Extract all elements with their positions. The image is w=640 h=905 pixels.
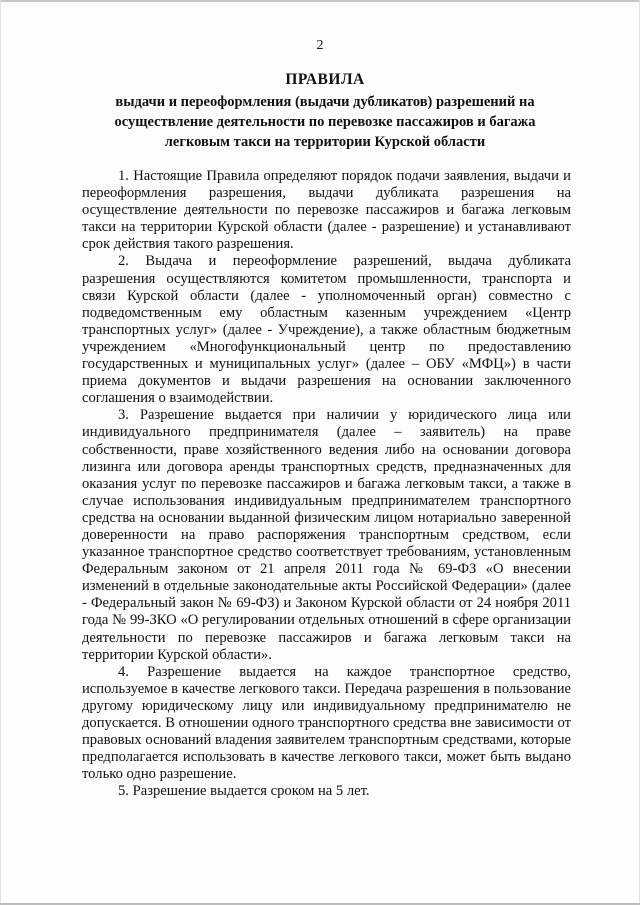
title-subtitle: выдачи и переоформления (выдачи дубликатов) разрешений на осуществление деятельности по перевозке пассажиров и багажа легковым такси на территории Курской области — [114, 94, 536, 150]
paragraph-2: 2. Выдача и переоформление разрешений, выдача дубликата разрешения осуществляются комитетом промышленности, транспорта и связи Курской области (далее - уполномоченный орган) совместно с подведомственным ему областным казенным учреждением «Центр транспортных услуг» (далее - Учреждение), а также областным бюджетным учреждением «Многофункциональный центр по предоставлению государственных и муниципальных услуг» (далее – ОБУ «МФЦ») в части приема документов и выдачи разрешения на основании заключенного соглашения о взаимодействии. — [82, 253, 571, 407]
paragraph-5: 5. Разрешение выдается сроком на 5 лет. — [118, 783, 370, 800]
paragraph-4: 4. Разрешение выдается на каждое транспортное средство, используемое в качестве легкового такси. Передача разрешения в пользование другому юридическому лицу или индивидуальному предпринимателю не допускается. В отношении одного транспортного средства вне зависимости от правовых оснований владения заявителем транспортным средствами, которые предполагается использовать в качестве легкового такси, может быть выдано только одно разрешение. — [82, 663, 571, 783]
document-body — [82, 168, 571, 800]
scan-edge-left — [0, 0, 1, 905]
title-main: ПРАВИЛА — [285, 71, 365, 88]
document-title — [90, 70, 560, 152]
scan-edge-top — [0, 0, 640, 2]
paragraph-1: 1. Настоящие Правила определяют порядок подачи заявления, выдачи и переоформления разрешения, выдачи дубликата разрешения на осуществление деятельности по перевозке пассажиров и багажа легковым такси на территории Курской области (далее - разрешение) и устанавливают срок действия такого разрешения. — [82, 168, 571, 253]
page-number: 2 — [316, 38, 324, 53]
paragraph-3: 3. Разрешение выдается при наличии у юридического лица или индивидуального предпринимателя (далее – заявитель) на праве собственности, праве хозяйственного ведения либо на основании договора лизинга или договора аренды транспортных средств, предназначенных для оказания услуг по перевозке пассажиров и багажа легковым такси, а также в случае использования индивидуальным предпринимателем транспортного средства на основании выданной физическим лицом нотариально заверенной доверенности на право распоряжения транспортным средством, если указанное транспортное средство соответствует требованиям, установленным Федеральным законом от 21 апреля 2011 года № 69-ФЗ «О внесении изменений в отдельные законодательные акты Российской Федерации» (далее - Федеральный закон № 69-ФЗ) и Законом Курской области от 24 ноября 2011 года № 99-ЗКО «О регулировании отдельных отношений в сфере организации деятельности по перевозке пассажиров и багажа легковым такси на территории Курской области». — [82, 407, 571, 663]
